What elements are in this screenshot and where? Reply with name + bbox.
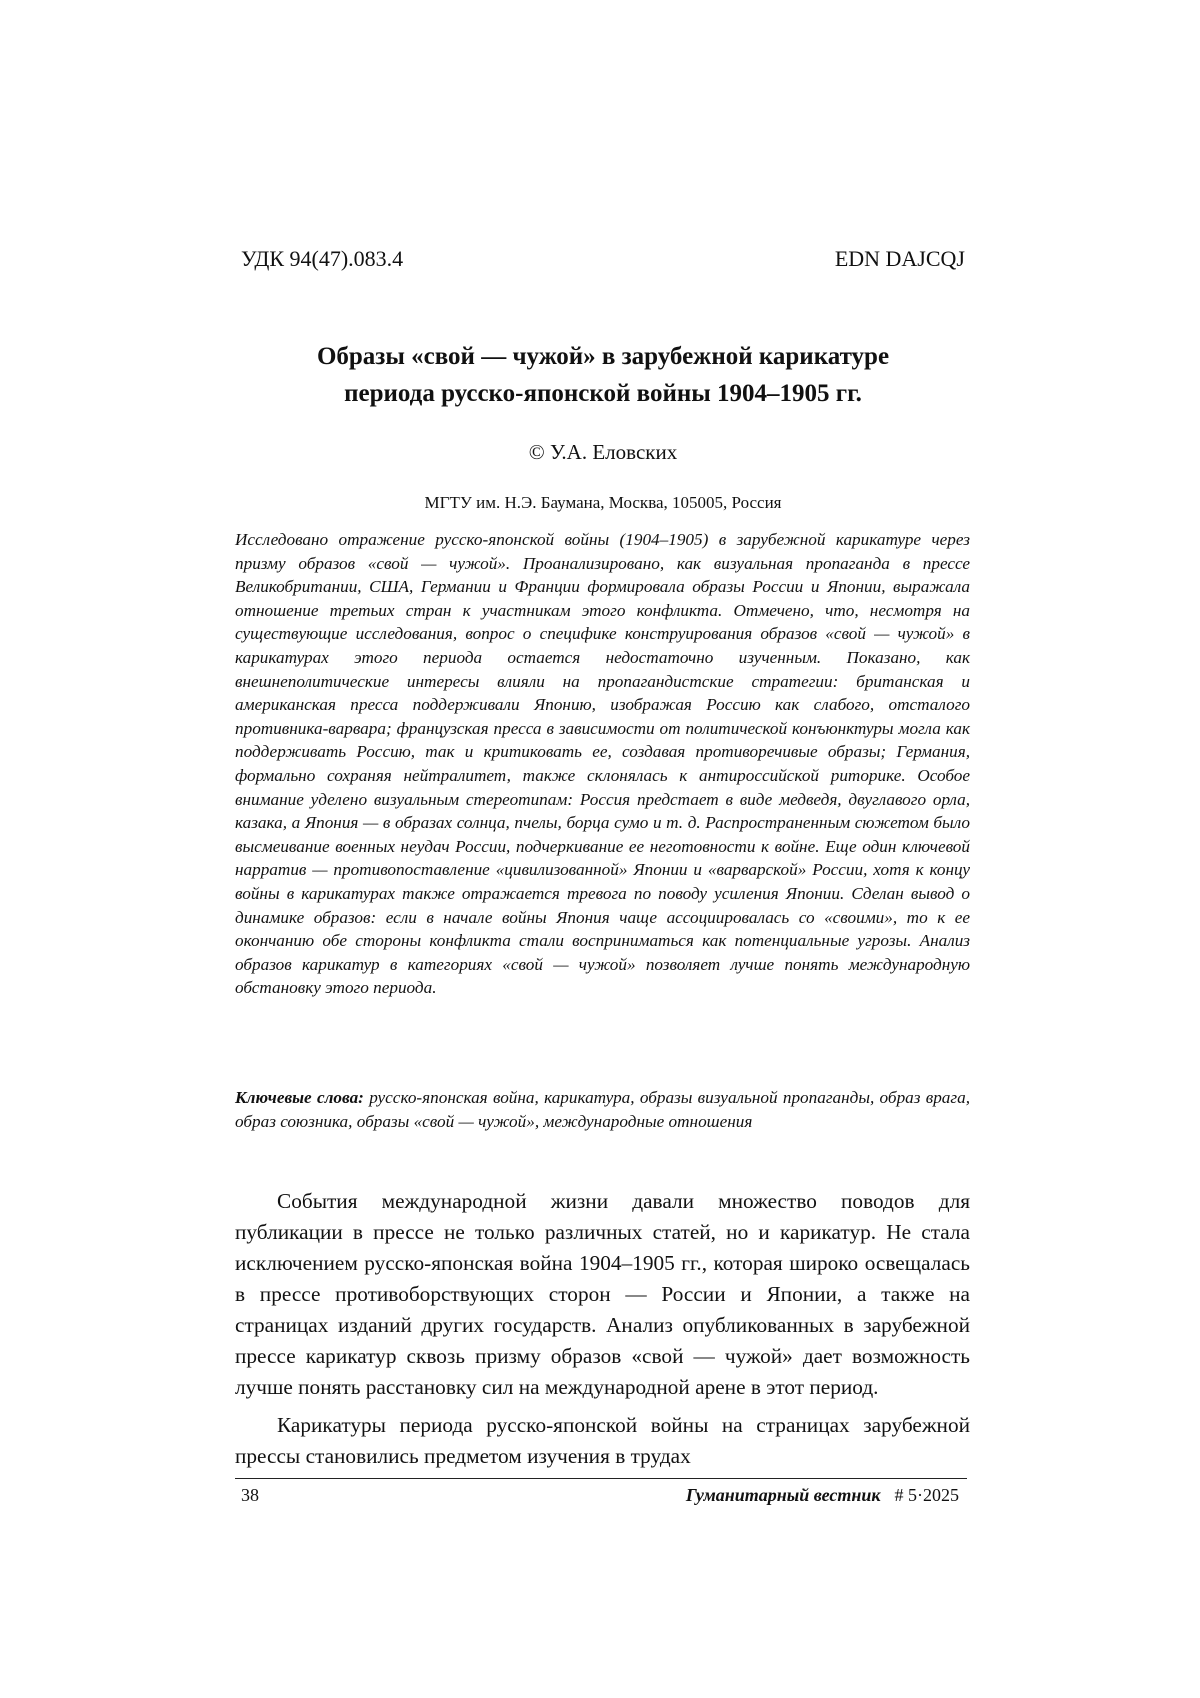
journal-name: Гуманитарный вестник	[685, 1485, 881, 1505]
edn-code: EDN DAJCQJ	[834, 246, 965, 271]
article-title-line-1: Образы «свой — чужой» в зарубежной карикатуре	[316, 343, 890, 370]
article-title-line-2: периода русско-японской войны 1904–1905 гг.	[344, 380, 862, 407]
article-body	[235, 1186, 970, 1479]
keywords-label: Ключевые слова:	[235, 1088, 364, 1107]
page-footer	[241, 1483, 959, 1507]
author-name: © У.А. Еловских	[528, 440, 678, 464]
footer-divider	[235, 1478, 967, 1479]
keywords	[235, 1086, 970, 1133]
body-paragraph-2: Карикатуры периода русско-японской войны на страницах зарубежной прессы становились предметом изучения в трудах	[235, 1413, 970, 1468]
body-paragraph-1: События международной жизни давали множество поводов для публикации в прессе не только различных статей, но и карикатур. Не стала исключением русско-японская война 1904–1905 гг., которая широко освещалась в прессе противоборствующих сторон — России и Японии, а также на страницах изданий других государств. Анализ опубликованных в зарубежной прессе карикатур сквозь призму образов «свой — чужой» дает возможность лучше понять расстановку сил на международной арене в этот период.	[235, 1189, 970, 1399]
journal-info	[686, 1483, 959, 1507]
keywords-text: русско-японская война, карикатура, образы визуальной пропаганды, образ врага, образ союзника, образы «свой — чужой», международные отношения	[235, 1088, 970, 1131]
journal-issue: # 5·2025	[894, 1485, 959, 1505]
article-identifiers	[241, 246, 965, 272]
article-title	[241, 338, 965, 412]
author-affiliation: МГТУ им. Н.Э. Баумана, Москва, 105005, Россия	[424, 493, 782, 512]
abstract: Исследовано отражение русско-японской войны (1904–1905) в зарубежной карикатуре через призму образов «свой — чужой». Проанализировано, как визуальная пропаганда в прессе Великобритании, США, Германии и Франции формировала образы России и Японии, выражала отношение третьих стран к участникам этого конфликта. Отмечено, что, несмотря на существующие исследования, вопрос о специфике конструирования образов «свой — чужой» в карикатурах этого периода остается недостаточно изученным. Показано, как внешнеполитические интересы влияли на пропагандистские стратегии: британская и американская пресса поддерживали Японию, изображая Россию как слабого, отсталого противника-варвара; французская пресса в зависимости от политической конъюнктуры могла как поддерживать Россию, так и критиковать ее, создавая противоречивые образы; Германия, формально сохраняя нейтралитет, также склонялась к антироссийской риторике. Особое внимание уделено визуальным стереотипам: Россия предстает в виде медведя, двуглавого орла, казака, а Япония — в образах солнца, пчелы, борца сумо и т. д. Распространенным сюжетом было высмеивание военных неудач России, подчеркивание ее неготовности к войне. Еще один ключевой нарратив — противопоставление «цивилизованной» Японии и «варварской» России, хотя к концу войны в карикатурах также отражается тревога по поводу усиления Японии. Сделан вывод о динамике образов: если в начале войны Япония чаще ассоциировалась со «своими», то к ее окончанию обе стороны конфликта стали восприниматься как потенциальные угрозы. Анализ образов карикатур в категориях «свой — чужой» позволяет лучше понять международную обстановку этого периода.	[235, 530, 970, 998]
udk-code: УДК 94(47).083.4	[241, 246, 404, 271]
page-number: 38	[241, 1485, 259, 1505]
